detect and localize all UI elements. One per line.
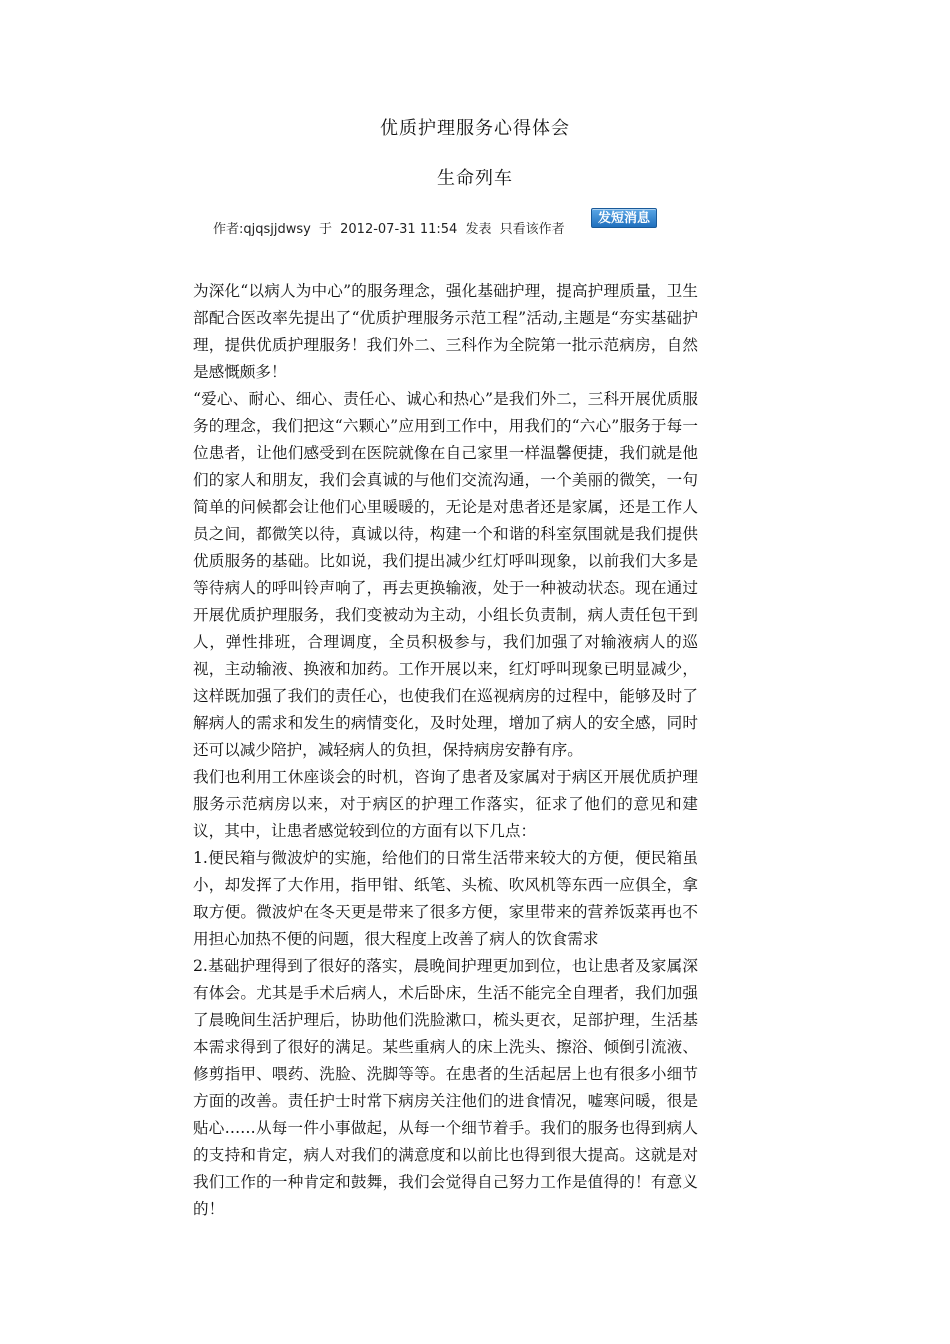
post-meta xyxy=(213,218,569,237)
at-label: 于 xyxy=(318,222,332,237)
only-author-link[interactable]: 只看该作者 xyxy=(499,222,565,237)
paragraph: 2.基础护理得到了很好的落实，晨晚间护理更加到位，也让患者及家属深有体会。尤其是手术后病人，术后卧床，生活不能完全自理者，我们加强了晨晚间生活护理后，协助他们洗脸漱口，梳头更衣，足部护理，生活基本需求得到了很好的满足。某些重病人的床上洗头、擦浴、倾倒引流液、修剪指甲、喂药、洗脸、洗脚等等。在患者的生活起居上也有很多小细节方面的改善。责任护士时常下病房关注他们的进食情况，嘘寒问暖，很是贴心……从每一件小事做起，从每一个细节着手。我们的服务也得到病人的支持和肯定，病人对我们的满意度和以前比也得到很大提高。这就是对我们工作的一种肯定和鼓舞，我们会觉得自己努力工作是值得的！有意义的！ xyxy=(193,957,698,1218)
document-subtitle: 生命列车 xyxy=(437,168,513,189)
author-label[interactable]: 作者:qjqsjjdwsy xyxy=(213,222,311,237)
article-body xyxy=(193,278,698,1223)
paragraph: “爱心、耐心、细心、责任心、诚心和热心”是我们外二，三科开展优质服务的理念，我们把这“六颗心”应用到工作中，用我们的“六心”服务于每一位患者，让他们感受到在医院就像在自己家里一样温馨便捷，我们就是他们的家人和朋友，我们会真诚的与他们交流沟通，一个美丽的微笑，一句简单的问候都会让他们心里暖暖的，无论是对患者还是家属，还是工作人员之间，都微笑以待，真诚以待，构建一个和谐的科室氛围就是我们提供优质服务的基础。比如说，我们提出减少红灯呼叫现象，以前我们大多是等待病人的呼叫铃声响了，再去更换输液，处于一种被动状态。现在通过开展优质护理服务，我们变被动为主动，小组长负责制，病人责任包干到人，弹性排班，合理调度，全员积极参与，我们加强了对输液病人的巡视，主动输液、换液和加药。工作开展以来，红灯呼叫现象已明显减少，这样既加强了我们的责任心，也使我们在巡视病房的过程中，能够及时了解病人的需求和发生的病情变化，及时处理，增加了病人的安全感，同时还可以减少陪护，减轻病人的负担，保持病房安静有序。 xyxy=(193,390,698,759)
paragraph: 为深化“以病人为中心”的服务理念，强化基础护理，提高护理质量，卫生部配合医改率先提出了“优质护理服务示范工程”活动,主题是“夯实基础护理，提供优质护理服务！我们外二、三科作为全院第一批示范病房，自然是感慨颇多！ xyxy=(193,282,698,381)
paragraph: 我们也利用工休座谈会的时机，咨询了患者及家属对于病区开展优质护理服务示范病房以来，对于病区的护理工作落实，征求了他们的意见和建议，其中，让患者感觉较到位的方面有以下几点： xyxy=(193,768,698,840)
post-datetime: 2012-07-31 11:54 xyxy=(340,222,458,237)
paragraph: 1.便民箱与微波炉的实施，给他们的日常生活带来较大的方便，便民箱虽小，却发挥了大作用，指甲钳、纸笔、头梳、吹风机等东西一应俱全，拿取方便。微波炉在冬天更是带来了很多方便，家里带来的营养饭菜再也不用担心加热不便的问题，很大程度上改善了病人的饮食需求 xyxy=(193,849,698,948)
posted-label: 发表 xyxy=(465,222,492,237)
document-title: 优质护理服务心得体会 xyxy=(380,118,570,139)
send-message-button[interactable]: 发短消息 xyxy=(591,208,657,228)
